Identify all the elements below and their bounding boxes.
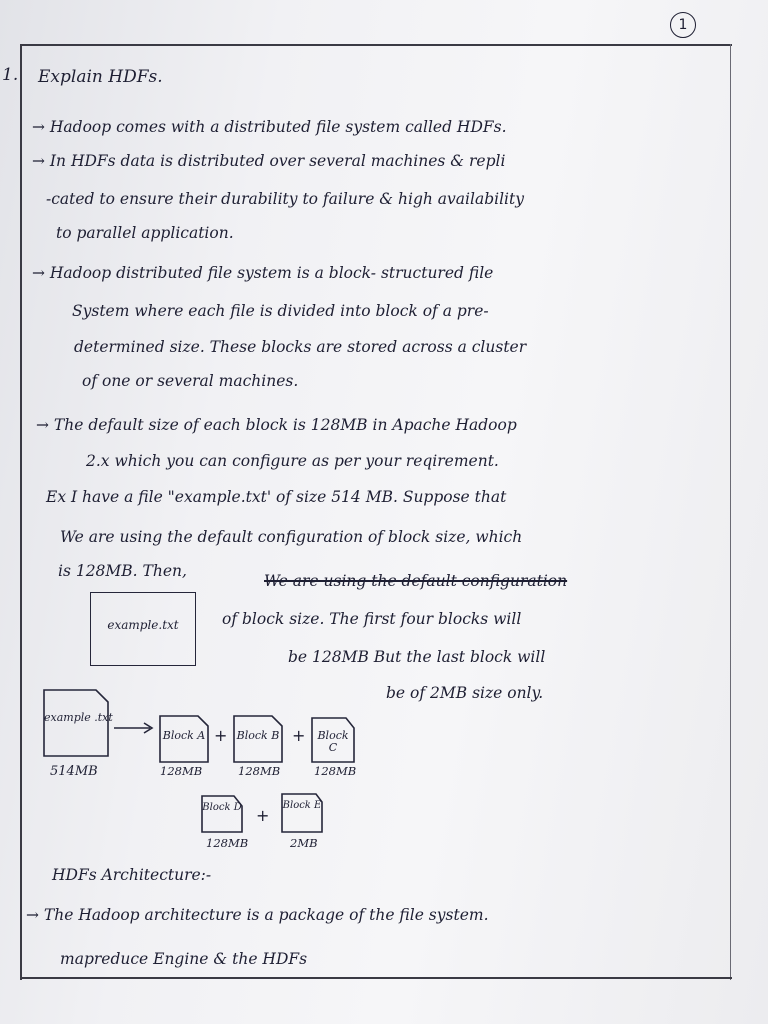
plus-sign: + — [214, 726, 228, 745]
text-line: System where each file is divided into block of a pre- — [72, 302, 489, 320]
struck-text: We are using the default configuration — [264, 572, 568, 590]
block-e-size: 2MB — [290, 836, 318, 850]
source-file-size: 514MB — [50, 764, 98, 779]
text-line: be 128MB But the last block will — [288, 648, 546, 666]
block-d-size: 128MB — [206, 836, 249, 850]
text-line: of block size. The first four blocks will — [222, 610, 522, 628]
example-file-label: example.txt — [107, 618, 179, 632]
block-a-label: Block A — [162, 729, 206, 742]
block-c-label: Block C — [317, 729, 349, 754]
block-b-label: Block B — [236, 729, 280, 742]
text-line: → Hadoop comes with a distributed file system called HDFs. — [32, 118, 507, 136]
text-line: We are using the default configuration of block size, which — [60, 528, 523, 546]
text-line: → The default size of each block is 128MB in Apache Hadoop — [36, 416, 517, 434]
text-line: 2.x which you can configure as per your reqirement. — [86, 452, 499, 470]
page-number: 1 — [670, 12, 696, 38]
block-a-size: 128MB — [160, 764, 203, 778]
plus-sign: + — [292, 726, 306, 745]
text-line: Ex I have a file "example.txt' of size 514 MB. Suppose that — [46, 488, 507, 506]
section-title: HDFs Architecture:- — [52, 866, 212, 884]
text-line: → Hadoop distributed file system is a block- structured file — [32, 264, 494, 282]
text-line: -cated to ensure their durability to failure & high availability — [46, 190, 524, 208]
source-file-label: example .txt — [44, 711, 113, 724]
text-line: be of 2MB size only. — [386, 684, 544, 702]
block-d-label: Block D — [202, 802, 242, 813]
text-line: of one or several machines. — [82, 372, 299, 390]
block-b-size: 128MB — [238, 764, 281, 778]
text-line: is 128MB. Then, — [58, 562, 187, 580]
text-line: → In HDFs data is distributed over several machines & repli — [32, 152, 506, 170]
block-c-size: 128MB — [314, 764, 357, 778]
text-line: to parallel application. — [56, 224, 234, 242]
block-e-label: Block E — [282, 800, 322, 811]
plus-sign: + — [256, 806, 270, 825]
text-line: mapreduce Engine & the HDFs — [60, 950, 308, 968]
question-title: Explain HDFs. — [38, 67, 163, 87]
text-line: → The Hadoop architecture is a package of the file system. — [26, 906, 489, 924]
text-line: determined size. These blocks are stored across a cluster — [74, 338, 527, 356]
question-number: 1. — [2, 65, 19, 85]
